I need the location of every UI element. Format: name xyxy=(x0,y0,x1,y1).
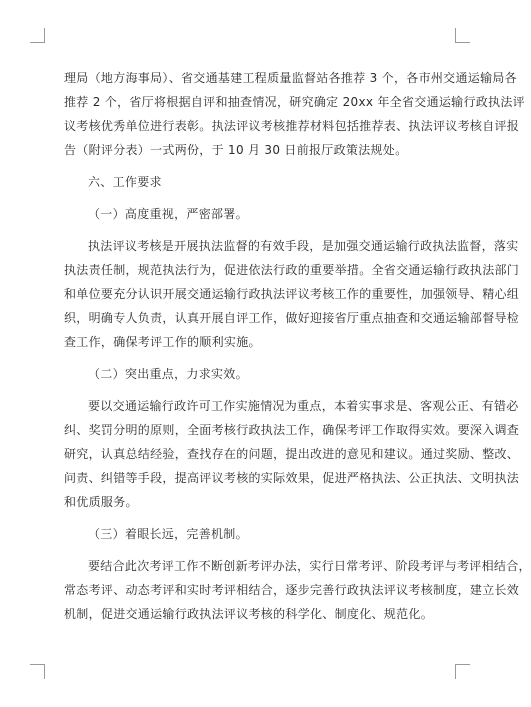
text-line: 执法责任制，规范执法行为，促进依法行政的重要举措。全省交通运输行政执法部门 xyxy=(64,263,520,277)
text-line: 纠、奖罚分明的原则，全面考核行政执法工作，确保考评工作取得实效。要深入调查 xyxy=(64,423,520,437)
paragraph-2 xyxy=(64,394,520,514)
crop-mark-bottom-right xyxy=(455,664,470,679)
text-line: 议考核优秀单位进行表彰。执法评议考核推荐材料包括推荐表、执法评议考核自评报 xyxy=(64,119,520,133)
text-line: 查工作，确保考评工作的顺利实施。 xyxy=(64,335,261,349)
text-line: 理局（地方海事局）、省交通基建工程质量监督站各推荐 3 个，各市州交通运输局各 xyxy=(64,71,517,85)
text-line: 机制，促进交通运输行政执法评议考核的科学化、制度化、规范化。 xyxy=(64,607,434,621)
text-line: 常态考评、动态考评和实时考评相结合，逐步完善行政执法评议考核制度，建立长效 xyxy=(64,583,520,597)
heading-text: 六、工作要求 xyxy=(88,175,162,189)
text-line: 研究，认真总结经验，查找存在的问题，提出改进的意见和建议。通过奖励、整改、 xyxy=(64,447,520,461)
text-line: 执法评议考核是开展执法监督的有效手段，是加强交通运输行政执法监督，落实 xyxy=(88,239,519,253)
crop-mark-top-right xyxy=(455,28,470,43)
text-line: 问责、纠错等手段，提高评议考核的实际效果，促进严格执法、公正执法、文明执法 xyxy=(64,471,520,485)
crop-mark-bottom-left xyxy=(30,664,45,679)
text-line: 织，明确专人负责，认真开展自评工作，做好迎接省厅重点抽查和交通运输部督导检 xyxy=(64,311,520,325)
subheading-text: （一）高度重视，严密部署。 xyxy=(88,207,248,221)
paragraph-continuation xyxy=(64,66,525,162)
subheading-text: （三）着眼长远，完善机制。 xyxy=(88,527,248,541)
text-line: 要结合此次考评工作不断创新考评办法，实行日常考评、阶段考评与考评相结合， xyxy=(88,559,531,573)
section-heading xyxy=(64,170,440,194)
text-line: 要以交通运输行政许可工作实施情况为重点，本着实事求是、客观公正、有错必 xyxy=(88,399,519,413)
subheading-1 xyxy=(64,202,440,226)
document-page xyxy=(64,66,531,626)
subheading-2 xyxy=(64,362,440,386)
text-line: 和优质服务。 xyxy=(64,495,138,509)
text-line: 和单位要充分认识开展交通运输行政执法评议考核工作的重要性，加强领导、精心组 xyxy=(64,287,520,301)
paragraph-1 xyxy=(64,234,520,354)
subheading-text: （二）突出重点，力求实效。 xyxy=(88,367,248,381)
subheading-3 xyxy=(64,522,440,546)
paragraph-3 xyxy=(64,554,531,626)
text-line: 告（附评分表）一式两份，于 10 月 30 日前报厅政策法规处。 xyxy=(64,143,408,157)
crop-mark-top-left xyxy=(30,28,45,43)
text-line: 推荐 2 个，省厅将根据自评和抽查情况，研究确定 20xx 年全省交通运输行政执法评 xyxy=(64,95,525,109)
